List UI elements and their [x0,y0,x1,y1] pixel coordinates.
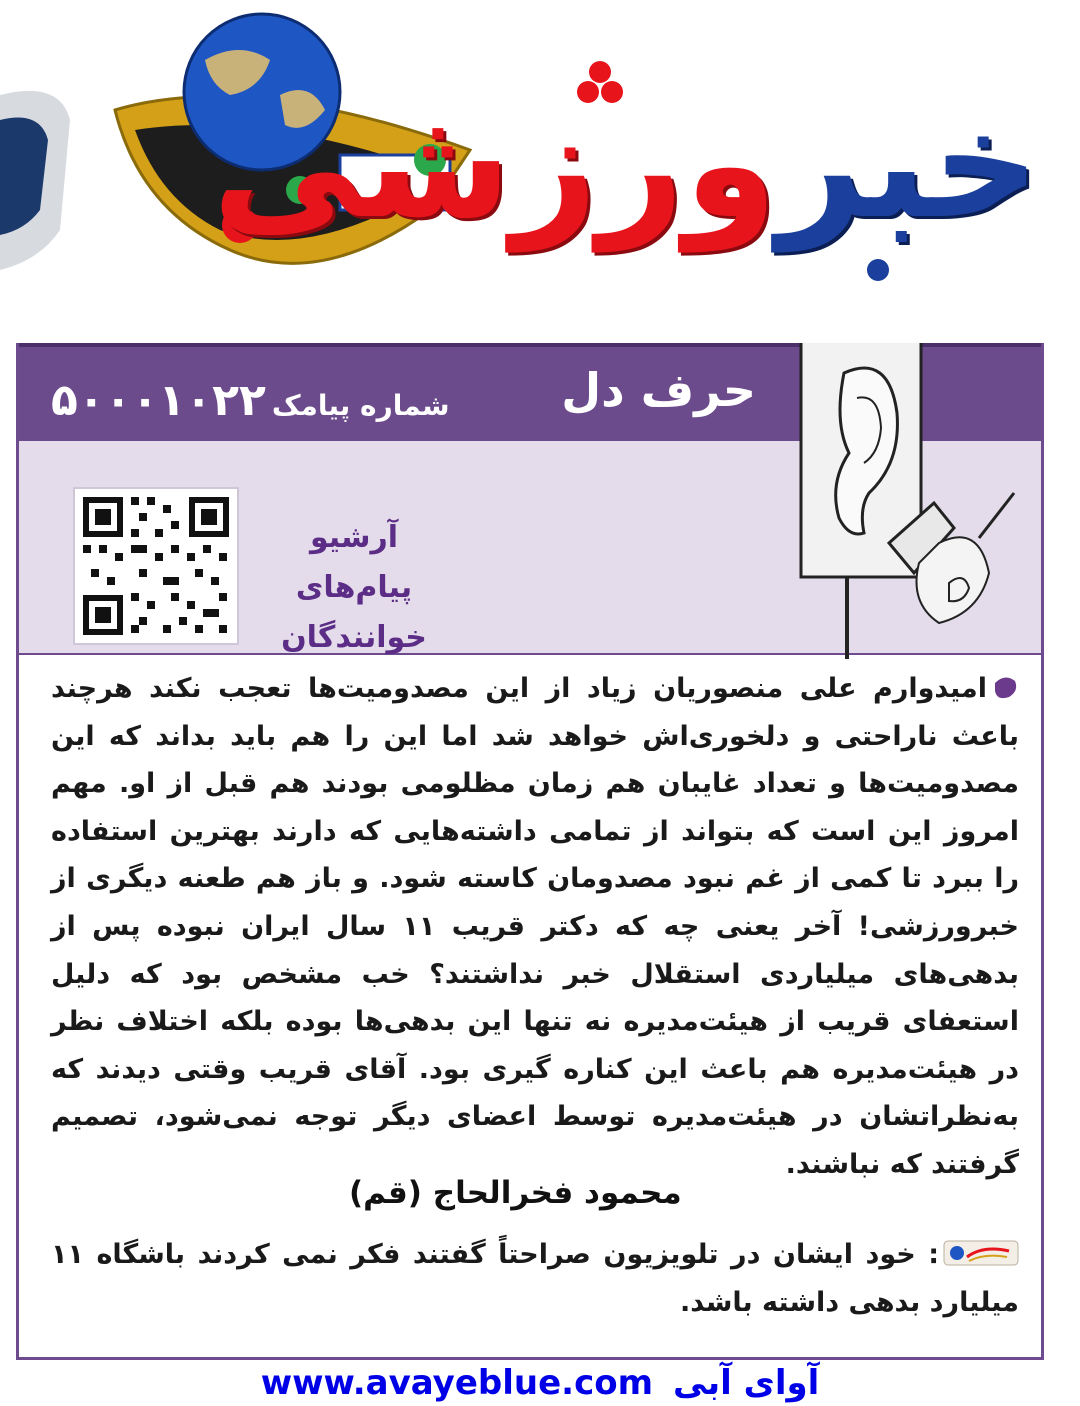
masthead [0,0,1080,330]
sms-label: شماره پیامک [271,389,450,422]
brand-logo-main: خبر [777,78,1040,252]
newspaper-logo-icon [943,1237,1019,1269]
brand-dot-icon [867,259,889,281]
brand-logo-rest: ورزشی [212,78,778,252]
letter-author: محمود فخرالحاج (قم) [349,1175,682,1211]
figure-arm [979,493,1014,538]
brand-logo-text [212,78,1040,252]
letter-body [51,665,1019,1189]
letter-text: امیدوارم علی منصوریان زیاد از این مصدومیت‌ها تعجب نکند هرچند باعث ناراحتی و دلخوری‌اش خواهد شد اما این را هم باید بداند که این مصدومیت‌ها و تعداد غایبان هم زمان مظلومی بودند هم قبل از او. مهم امروز این است که بتواند از تمامی داشته‌هایی که دارند بهترین استفاده را ببرد تا کمی از غم نبود مصدومان کاسته شود. و باز هم طعنه دیگری از خبرورزشی! آخر یعنی چه که دکتر قریب ۱۱ سال ایران نبوده پس از بدهی‌های میلیاردی استقلال خبر نداشتند؟ خب مشخص بود که دلیل استعفای قریب از هیئت‌مدیره نه تنها این بدهی‌ها بوده بلکه اختلاف نظر در هیئت‌مدیره هم باعث این کناره گیری بود. آقای قریب وقتی دیدند که به‌نظراتشان در هیئت‌مدیره توسط اعضای دیگر توجه نمی‌شود، تصمیم گرفتند که نباشند. [51,673,1019,1180]
footer-url[interactable]: www.avayeblue.com [260,1363,654,1403]
reader-messages-card [16,343,1044,1360]
column-title: حرف دل [561,363,756,417]
archive-line-2: خوانندگان [281,620,427,655]
archive-caption [254,513,454,663]
editor-reply [51,1231,1019,1327]
ear-illustration [789,343,1034,663]
qr-code-graphic [75,489,237,643]
bullet-icon [991,673,1019,701]
reply-text: : خود ایشان در تلویزیون صراحتاً گفتند فکر نمی کردند باشگاه ۱۱ میلیارد بدهی داشته باشد. [51,1239,1019,1318]
sms-line [51,375,450,426]
sms-number: ۵۰۰۰۱۰۲۲ [51,375,266,426]
footer-site-name: آوای آبی [673,1363,820,1403]
site-footer [0,1360,1080,1406]
qr-code-icon [73,487,239,645]
archive-line-1: آرشیو پیام‌های [295,520,413,605]
